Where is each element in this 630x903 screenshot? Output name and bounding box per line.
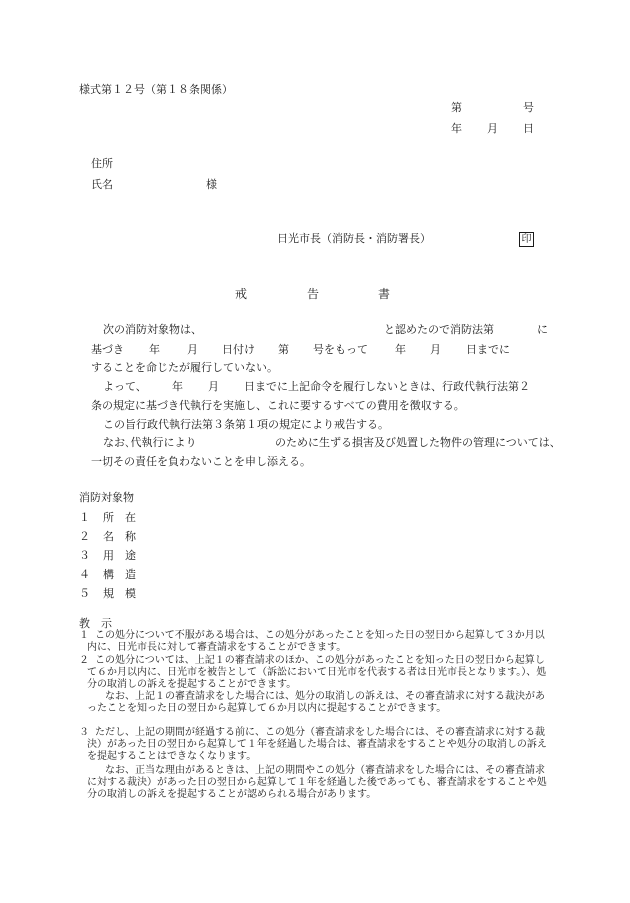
target-item-num: ５ xyxy=(79,587,90,600)
body-p1-line2-a: 基づき xyxy=(91,343,124,356)
title-char-2: 告 xyxy=(307,287,320,301)
body-p1-line3: することを命じたが履行していない。 xyxy=(91,361,278,374)
body-p1-line1-b: と認めたので消防法第 xyxy=(384,323,494,336)
body-p1-line1-a: 次の消防対象物は、 xyxy=(103,323,202,336)
target-item-num: ４ xyxy=(79,568,90,581)
notice-item-2-num: ２ xyxy=(79,655,89,666)
notice-item-2-note-text: なお、上記１の審査請求をした場合には、処分の取消しの訴えは、その審査請求に対する裁決があったことを知った日の翌日から起算して６か月以内に提起することができます。 xyxy=(87,691,545,714)
body-p1-line2-d: 日付け xyxy=(222,343,255,356)
body-p4-line2: 一切その責任を負わないことを申し添える。 xyxy=(91,455,311,468)
notice-item-3-num: ３ xyxy=(79,727,89,738)
doc-number-dai: 第 xyxy=(451,101,462,114)
target-item-num: １ xyxy=(79,511,90,524)
notice-item-3-note-text: なお、正当な理由があるときは、上記の期間やこの処分（審査請求をした場合には、その審査請求に対する裁決）があった日の翌日から起算して１年を経過した後であっても、審査請求をすることや処分の取消しの訴えを提起することが認められる場合があります。 xyxy=(87,765,547,800)
title-char-1: 戒 xyxy=(235,287,248,301)
body-p1-line2-g: 年 xyxy=(395,343,406,356)
notice-item-2-text: この処分については、上記１の審査請求のほか、この処分があったことを知った日の翌日から起算して６か月以内に、日光市を被告として（訴訟において日光市を代表する者は日光市長となります。）、処分の取消しの訴えを提起することができます。 xyxy=(87,655,547,690)
date-day-label: 日 xyxy=(523,122,534,135)
target-item-name: 名 称 xyxy=(103,530,136,543)
body-p1-line2-i: 日までに xyxy=(466,343,510,356)
target-item-structure: 構 造 xyxy=(103,568,136,581)
body-p1-line2-f: 号をもって xyxy=(313,343,368,356)
body-p1-line2-e: 第 xyxy=(278,343,289,356)
date-year-label: 年 xyxy=(451,122,462,135)
body-p1-line2-h: 月 xyxy=(430,343,441,356)
name-label: 氏名 xyxy=(91,178,113,191)
notice-heading: 教 示 xyxy=(79,617,112,630)
body-p1-line2-b: 年 xyxy=(149,343,160,356)
body-p3: この旨行政代執行法第３条第１項の規定により戒告する。 xyxy=(103,418,389,431)
body-p4-line1-a: なお､代執行により xyxy=(103,436,197,449)
body-p1-line1-c: に xyxy=(537,323,548,336)
target-item-scale: 規 模 xyxy=(103,587,136,600)
body-p2-line1-a: よって、 xyxy=(103,380,147,393)
target-item-num: ３ xyxy=(79,549,90,562)
title-char-3: 書 xyxy=(378,287,391,301)
target-heading: 消防対象物 xyxy=(79,491,134,504)
body-p2-line1-b: 年 xyxy=(172,380,183,393)
doc-number-go: 号 xyxy=(523,101,534,114)
notice-item-3-text: ただし、上記の期間が経過する前に、この処分（審査請求をした場合には、その審査請求に対する裁決）があった日の翌日から起算して１年を経過した場合は、審査請求をすることや処分の取消しの訴えを提起することはできなくなります。 xyxy=(87,727,547,762)
target-item-location: 所 在 xyxy=(103,511,136,524)
honorific-sama: 様 xyxy=(206,178,217,191)
body-p4-line1-b: のために生ずる損害及び処置した物件の管理については、 xyxy=(275,436,561,449)
address-label: 住所 xyxy=(91,157,113,170)
target-item-num: ２ xyxy=(79,530,90,543)
body-p2-line1-d: 日までに上記命令を履行しないときは、行政代執行法第２ xyxy=(244,380,530,393)
date-month-label: 月 xyxy=(487,122,498,135)
body-p2-line1-c: 月 xyxy=(208,380,219,393)
notice-item-1-text: この処分について不服がある場合は、この処分があったことを知った日の翌日から起算して３か月以内に、日光市長に対して審査請求をすることができます。 xyxy=(87,630,545,653)
seal-mark: 印 xyxy=(519,232,534,247)
notice-item-1-num: １ xyxy=(79,630,89,641)
body-p1-line2-c: 月 xyxy=(187,343,198,356)
body-p2-line2: 条の規定に基づき代執行を実施し、これに要するすべての費用を徴収する。 xyxy=(91,399,465,412)
target-item-usage: 用 途 xyxy=(103,549,136,562)
issuer-name: 日光市長（消防長・消防署長） xyxy=(277,232,431,245)
form-number-header: 様式第１２号（第１８条関係） xyxy=(79,83,233,96)
